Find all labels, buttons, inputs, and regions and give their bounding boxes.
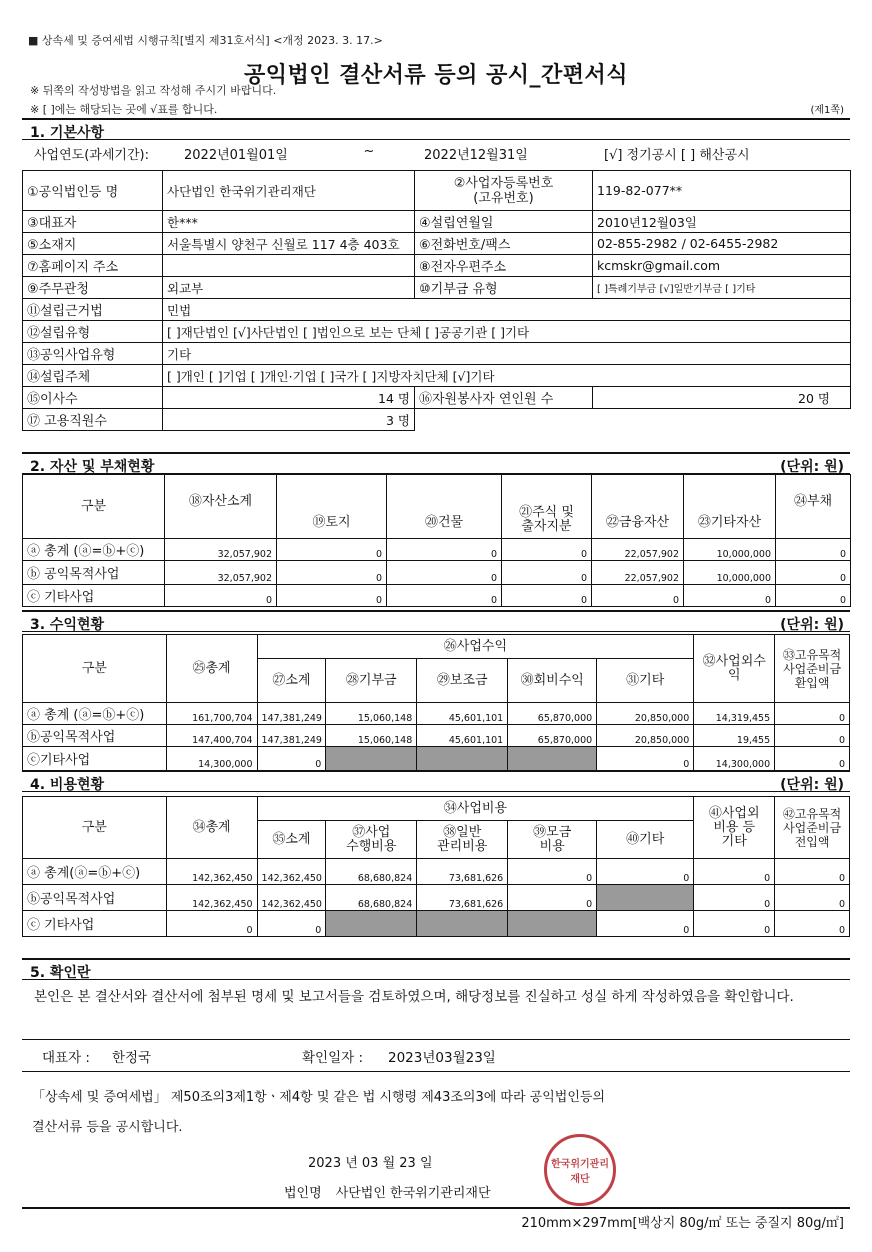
assets-header-category: 구분 (23, 475, 165, 539)
ministry-value: 외교부 (163, 277, 415, 299)
shaded-cell (417, 911, 508, 937)
cell: 0 (387, 585, 502, 607)
table-row (23, 859, 850, 885)
cell: 0 (775, 911, 850, 937)
cell: 147,381,249 (257, 725, 326, 747)
addr-label: ⑤소재지 (23, 233, 163, 255)
expense-header-total: ㉞총계 (166, 797, 257, 859)
form-page (22, 0, 850, 1252)
revenue-header-nonbiz: ㉜사업외수 익 (694, 635, 775, 703)
shaded-cell (326, 911, 417, 937)
email-label: ⑧전자우편주소 (415, 255, 593, 277)
founder-value: [ ]개인 [ ]기업 [ ]개인·기업 [ ]국가 [ ]지방자치단체 [√]기타 (163, 365, 851, 387)
row-label: ⓐ 총계(ⓐ=ⓑ+ⓒ) (23, 859, 167, 885)
revenue-unit: (단위: 원) (780, 617, 844, 633)
donation-type-value: [ ]특례기부금 [√]일반기부금 [ ]기타 (593, 277, 851, 299)
cell: 32,057,902 (165, 539, 277, 561)
fiscal-year-row (34, 144, 850, 168)
cell: 10,000,000 (684, 561, 776, 585)
revenue-header-total: ㉕총계 (166, 635, 257, 703)
cell: 0 (775, 885, 850, 911)
rep-label: 대표자 : (42, 1049, 90, 1066)
cell: 0 (597, 859, 694, 885)
cell: 0 (277, 585, 387, 607)
cell: 0 (694, 859, 775, 885)
row-label: ⓐ 총계 (ⓐ=ⓑ+ⓒ) (23, 539, 165, 561)
founder-label: ⑭설립주체 (23, 365, 163, 387)
cell: 0 (166, 911, 257, 937)
seal-text: 한국위기관리재단 (551, 1159, 609, 1185)
cell: 20,850,000 (597, 725, 694, 747)
section-assets-title: 2. 자산 및 부채현황 (단위: 원) (22, 452, 850, 474)
note-instructions: ※ 뒤쪽의 작성방법을 읽고 작성해 주시기 바랍니다. (30, 84, 277, 97)
empty-cell (415, 409, 851, 431)
disclosure-type: [√] 정기공시 [ ] 해산공시 (604, 148, 750, 163)
cell: 10,000,000 (684, 539, 776, 561)
expense-unit: (단위: 원) (780, 777, 844, 793)
cell: 0 (387, 539, 502, 561)
basis-law-label: ⑪설립근거법 (23, 299, 163, 321)
expense-header-category: 구분 (23, 797, 167, 859)
cell: 68,680,824 (326, 885, 417, 911)
cell: 0 (776, 585, 851, 607)
cell: 0 (277, 539, 387, 561)
table-row (23, 725, 850, 747)
cell: 0 (502, 539, 592, 561)
expense-header-other: ㊵기타 (597, 821, 694, 859)
revenue-header-group: ㉖사업수익 (257, 635, 694, 659)
revenue-header-donation: ㉘기부금 (326, 659, 417, 703)
estdate-label: ④설립연월일 (415, 211, 593, 233)
regulation-line: ■ 상속세 및 증여세법 시행규칙[별지 제31호서식] <개정 2023. 3. 17.> (28, 34, 383, 47)
cell: 0 (257, 911, 326, 937)
cell: 45,601,101 (417, 725, 508, 747)
cell: 147,381,249 (257, 703, 326, 725)
fiscal-year-label: 사업연도(과세기간): (34, 148, 149, 163)
confirm-statement-box (22, 984, 850, 1040)
shaded-cell (597, 885, 694, 911)
cell: 65,870,000 (508, 703, 597, 725)
announcement-date: 2023 년 03 월 23 일 (308, 1156, 433, 1171)
cell: 142,362,450 (166, 859, 257, 885)
phone-label: ⑥전화번호/팩스 (415, 233, 593, 255)
biz-type-value: 기타 (163, 343, 851, 365)
row-label: ⓑ 공익목적사업 (23, 561, 165, 585)
bizno-value: 119-82-077** (593, 171, 851, 211)
volunteers-value: 20 명 (593, 387, 851, 409)
row-label: ⓒ기타사업 (23, 747, 167, 771)
law-text-1: 「상속세 및 증여세법」 제50조의3제1항ㆍ제4항 및 같은 법 시행령 제43조의3에 따라 공익법인등의 (32, 1090, 606, 1105)
rep-name: 한정국 (112, 1049, 152, 1066)
fiscal-end: 2022년12월31일 (424, 148, 528, 163)
cell: 0 (775, 725, 850, 747)
homepage-label: ⑦홈페이지 주소 (23, 255, 163, 277)
homepage-value (163, 255, 415, 277)
row-label: ⓒ 기타사업 (23, 585, 165, 607)
est-type-value: [ ]재단법인 [√]사단법인 [ ]법인으로 보는 단체 [ ]공공기관 [ ]기타 (163, 321, 851, 343)
cell: 0 (502, 561, 592, 585)
donation-type-label: ⑩기부금 유형 (415, 277, 593, 299)
section-basic-title: 1. 기본사항 (22, 118, 850, 140)
fiscal-tilde: ~ (363, 144, 375, 159)
assets-header-land: ⑲토지 (277, 475, 387, 539)
expense-header-group: ㉞사업비용 (257, 797, 694, 821)
name-label: ①공익법인등 명 (23, 171, 163, 211)
table-row (23, 539, 851, 561)
confirm-date-label: 확인일자 : (302, 1049, 364, 1066)
volunteers-label: ⑯자원봉사자 연인원 수 (415, 387, 593, 409)
cell: 142,362,450 (257, 859, 326, 885)
table-row (23, 561, 851, 585)
row-label: ⓐ 총계 (ⓐ=ⓑ+ⓒ) (23, 703, 167, 725)
bizno-label: ②사업자등록번호 (고유번호) (415, 171, 593, 211)
expense-header-subtotal: ㉟소계 (257, 821, 326, 859)
est-type-label: ⑫설립유형 (23, 321, 163, 343)
assets-header-subtotal: ⑱자산소계 (165, 475, 277, 539)
basis-law-value: 민법 (163, 299, 851, 321)
paper-spec: 210mm×297mm[백상지 80g/㎡ 또는 중질지 80g/㎡] (521, 1216, 844, 1231)
cell: 0 (597, 911, 694, 937)
section-expense-title: 4. 비용현황 (단위: 원) (22, 770, 850, 792)
cell: 0 (165, 585, 277, 607)
revenue-header-reserve: ㉝고유목적 사업준비금 환입액 (775, 635, 850, 703)
expense-header-reserve: ㊷고유목적 사업준비금 전입액 (775, 797, 850, 859)
cell: 73,681,626 (417, 859, 508, 885)
cell: 0 (684, 585, 776, 607)
rep-label: ③대표자 (23, 211, 163, 233)
biz-type-label: ⑬공익사업유형 (23, 343, 163, 365)
row-label: ⓑ공익목적사업 (23, 725, 167, 747)
footer-divider (22, 1207, 850, 1209)
assets-header-stocks: ㉑주식 및 출자지분 (502, 475, 592, 539)
assets-table (22, 474, 851, 607)
cell: 0 (694, 885, 775, 911)
confirm-signer-row (22, 1040, 850, 1072)
table-row (23, 585, 851, 607)
cell: 14,300,000 (694, 747, 775, 771)
phone-value: 02-855-2982 / 02-6455-2982 (593, 233, 851, 255)
cell: 20,850,000 (597, 703, 694, 725)
shaded-cell (508, 747, 597, 771)
cell: 0 (775, 747, 850, 771)
cell: 0 (508, 885, 597, 911)
estdate-value: 2010년12월03일 (593, 211, 851, 233)
table-row (23, 747, 850, 771)
cell: 0 (776, 539, 851, 561)
addr-value: 서울특별시 양천구 신월로 117 4층 403호 (163, 233, 415, 255)
assets-header-liabilities: ㉔부채 (776, 475, 851, 539)
shaded-cell (326, 747, 417, 771)
cell: 147,400,704 (166, 725, 257, 747)
expense-header-operation: ㊲사업 수행비용 (326, 821, 417, 859)
cell: 45,601,101 (417, 703, 508, 725)
employees-label: ⑰ 고용직원수 (23, 409, 163, 431)
fiscal-start: 2022년01월01일 (184, 148, 288, 163)
cell: 68,680,824 (326, 859, 417, 885)
cell: 0 (277, 561, 387, 585)
cell: 19,455 (694, 725, 775, 747)
confirm-date: 2023년03월23일 (388, 1049, 496, 1066)
revenue-table (22, 634, 850, 771)
cell: 14,300,000 (166, 747, 257, 771)
expense-table (22, 796, 850, 937)
basic-info-table (22, 170, 851, 431)
rep-value: 한*** (163, 211, 415, 233)
revenue-header-subsidy: ㉙보조금 (417, 659, 508, 703)
cell: 0 (776, 561, 851, 585)
cell: 0 (775, 859, 850, 885)
row-label: ⓒ 기타사업 (23, 911, 167, 937)
revenue-header-subtotal: ㉗소계 (257, 659, 326, 703)
corporate-seal (544, 1134, 616, 1206)
cell: 22,057,902 (592, 539, 684, 561)
law-text-2: 결산서류 등을 공시합니다. (32, 1120, 183, 1135)
row-label: ⓑ공익목적사업 (23, 885, 167, 911)
page-number: (제1쪽) (810, 105, 844, 116)
revenue-header-fees: ㉚회비수익 (508, 659, 597, 703)
cell: 0 (694, 911, 775, 937)
note-checkbox: ※ [ ]에는 해당되는 곳에 √표를 합니다. (30, 103, 218, 116)
cell: 161,700,704 (166, 703, 257, 725)
cell: 0 (775, 703, 850, 725)
confirm-statement: 본인은 본 결산서와 결산서에 첨부된 명세 및 보고서들을 검토하였으며, 해당정보를 진실하고 성실 하게 작성하였음을 확인합니다. (34, 989, 794, 1005)
revenue-header-other: ㉛기타 (597, 659, 694, 703)
revenue-header-category: 구분 (23, 635, 167, 703)
cell: 0 (508, 859, 597, 885)
cell: 0 (257, 747, 326, 771)
cell: 73,681,626 (417, 885, 508, 911)
section-confirm-title: 5. 확인란 (22, 958, 850, 980)
cell: 142,362,450 (257, 885, 326, 911)
directors-value: 14 명 (163, 387, 415, 409)
cell: 22,057,902 (592, 561, 684, 585)
assets-header-building: ⑳건물 (387, 475, 502, 539)
cell: 65,870,000 (508, 725, 597, 747)
cell: 0 (597, 747, 694, 771)
assets-header-financial: ㉒금융자산 (592, 475, 684, 539)
assets-unit: (단위: 원) (780, 459, 844, 475)
ministry-label: ⑨주무관청 (23, 277, 163, 299)
corp-label: 법인명 (284, 1186, 322, 1201)
cell: 15,060,148 (326, 725, 417, 747)
shaded-cell (417, 747, 508, 771)
expense-header-admin: ㊳일반 관리비용 (417, 821, 508, 859)
assets-header-other: ㉓기타자산 (684, 475, 776, 539)
corp-name: 사단법인 한국위기관리재단 (335, 1186, 491, 1201)
table-row (23, 885, 850, 911)
corp-name-row (284, 1182, 491, 1201)
cell: 0 (502, 585, 592, 607)
cell: 0 (387, 561, 502, 585)
name-value: 사단법인 한국위기관리재단 (163, 171, 415, 211)
section-revenue-title: 3. 수익현황 (단위: 원) (22, 610, 850, 632)
expense-header-nonbiz: ㊶사업외 비용 등 기타 (694, 797, 775, 859)
cell: 142,362,450 (166, 885, 257, 911)
expense-header-fundraising: ㊴모금 비용 (508, 821, 597, 859)
shaded-cell (508, 911, 597, 937)
cell: 15,060,148 (326, 703, 417, 725)
table-row (23, 911, 850, 937)
table-row (23, 703, 850, 725)
cell: 0 (592, 585, 684, 607)
employees-value: 3 명 (163, 409, 415, 431)
cell: 32,057,902 (165, 561, 277, 585)
cell: 14,319,455 (694, 703, 775, 725)
page-title: 공익법인 결산서류 등의 공시_간편서식 (243, 63, 628, 88)
directors-label: ⑮이사수 (23, 387, 163, 409)
email-value: kcmskr@gmail.com (593, 255, 851, 277)
